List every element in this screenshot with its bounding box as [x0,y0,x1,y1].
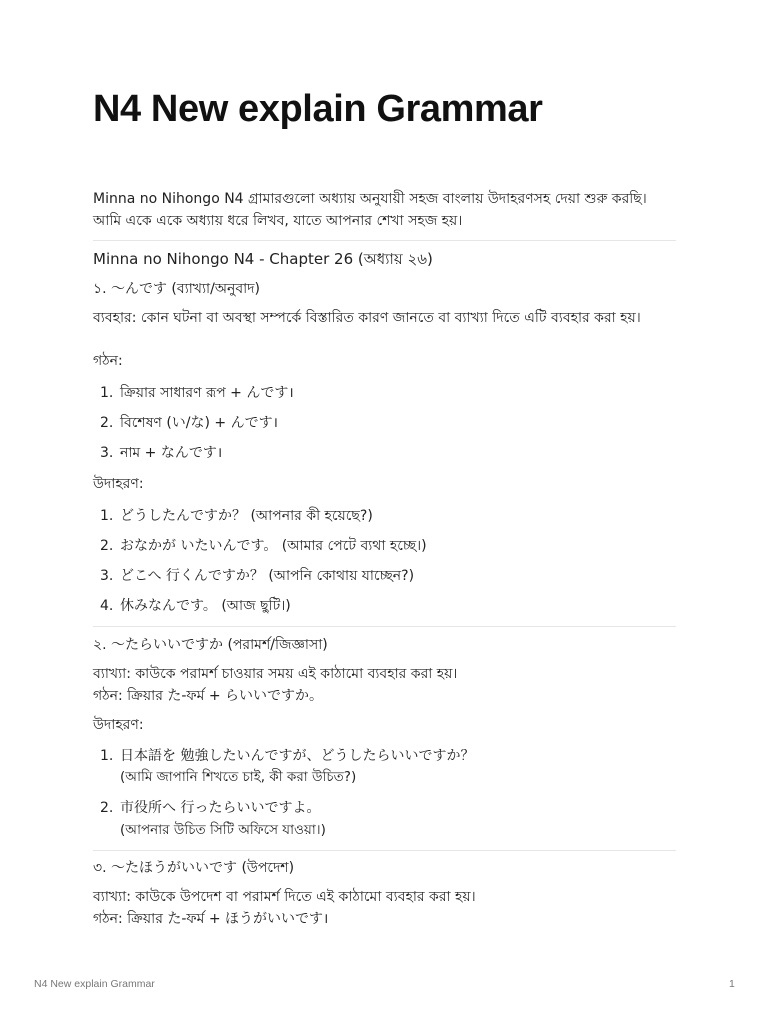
section-2-examples-label: উদাহরণ: [93,717,144,733]
list-item-translation: (আপনার উচিত সিটি অফিসে যাওয়া।) [120,822,326,838]
list-item: 1. ক্রিয়ার সাধারণ রূপ + んです। [100,385,294,401]
divider [93,626,676,627]
page-title: N4 New explain Grammar [93,88,543,130]
section-2-heading: ২. 〜たらいいですか (পরামর্শ/জিজ্ঞাসা) [93,637,328,653]
list-item: 4. 休みなんです。 (আজ ছুটি।) [100,598,291,614]
list-item: 1. どうしたんですか？ (আপনার কী হয়েছে?) [100,508,373,524]
section-1-heading: ১. 〜んです (ব্যাখ্যা/অনুবাদ) [93,281,260,297]
chapter-heading: Minna no Nihongo N4 - Chapter 26 (অধ্যায় ২৬) [93,250,433,268]
footer-page-number: 1 [729,978,735,990]
list-item: 3. どこへ 行くんですか？ (আপনি কোথায় যাচ্ছেন?) [100,568,415,584]
section-2-structure: গঠন: ক্রিয়ার た-ফর্ম + らいいですか。 [93,688,324,704]
list-item: 2. বিশেষণ (い/な) + んです। [100,415,278,431]
list-item: 2. 市役所へ 行ったらいいですよ。 [100,800,321,816]
section-3-structure: গঠন: ক্রিয়ার た-ফর্ম + ほうがいいです। [93,911,329,927]
section-1-examples-label: উদাহরণ: [93,476,144,492]
divider [93,850,676,851]
section-2-explanation: ব্যাখ্যা: কাউকে পরামর্শ চাওয়ার সময় এই কাঠামো ব্যবহার করা হয়। [93,666,458,682]
section-1-structure-label: গঠন: [93,353,123,369]
divider [93,240,676,241]
list-item: 1. 日本語を 勉強したいんですが、どうしたらいいですか？ [100,748,475,764]
section-1-usage: ব্যবহার: কোন ঘটনা বা অবস্থা সম্পর্কে বিস্তারিত কারণ জানতে বা ব্যাখ্যা দিতে এটি ব্যবহার করা হয়। [93,310,641,326]
list-item: 2. おなかが いたいんです。 (আমার পেটে ব্যথা হচ্ছে।) [100,538,427,554]
footer-title: N4 New explain Grammar [34,978,155,990]
intro-paragraph: Minna no Nihongo N4 গ্রামারগুলো অধ্যায় অনুযায়ী সহজ বাংলায় উদাহরণসহ দেয়া শুরু করছি। আমি একে একে অধ্যায় ধরে লিখব, যাতে আপনার শেখা সহজ হয়। [93,191,647,229]
list-item: 3. নাম + なんです। [100,445,223,461]
section-3-explanation: ব্যাখ্যা: কাউকে উপদেশ বা পরামর্শ দিতে এই কাঠামো ব্যবহার করা হয়। [93,889,476,905]
list-item-translation: (আমি জাপানি শিখতে চাই, কী করা উচিত?) [120,769,357,785]
section-3-heading: ৩. 〜たほうがいいです (উপদেশ) [93,860,295,876]
